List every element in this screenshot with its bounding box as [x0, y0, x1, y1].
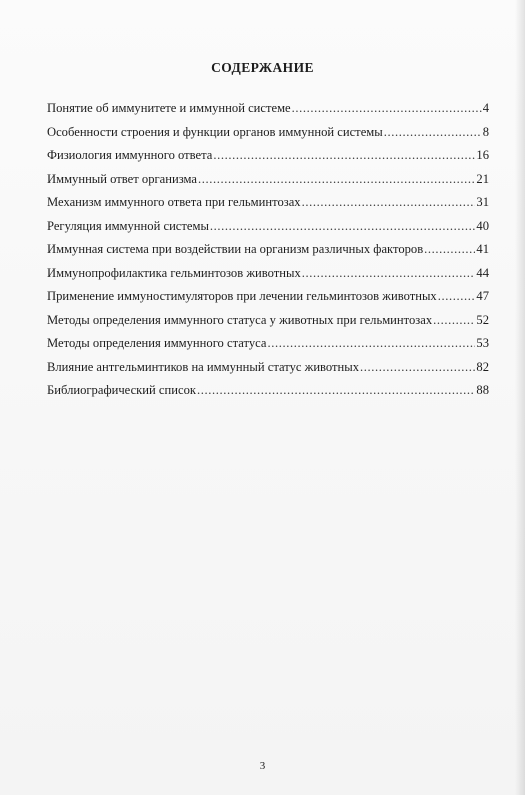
- toc-entry: [47, 360, 489, 384]
- toc-entry: [47, 125, 489, 149]
- dot-leader: [384, 125, 482, 140]
- toc-entry-title: Применение иммуностимуляторов при лечении гельминтозов животных: [47, 289, 437, 303]
- toc-heading: СОДЕРЖАНИЕ: [211, 60, 314, 75]
- dot-leader: [197, 383, 475, 398]
- toc-entry: [47, 383, 489, 407]
- toc-entry: [47, 219, 489, 243]
- toc-entry: [47, 242, 489, 266]
- toc-entry-page: 41: [476, 242, 489, 256]
- toc-entry-page: 31: [476, 195, 489, 209]
- toc-entry-title: Понятие об иммунитете и иммунной системе: [47, 101, 291, 115]
- toc-entry: [47, 172, 489, 196]
- toc-entry-title: Механизм иммунного ответа при гельминтозах: [47, 195, 301, 209]
- dot-leader: [302, 266, 476, 281]
- toc-entry-page: 47: [476, 289, 489, 303]
- toc-entry-title: Иммунопрофилактика гельминтозов животных: [47, 265, 301, 280]
- toc-entry-title: Методы определения иммунного статуса: [47, 336, 267, 350]
- toc-entry-page: 88: [476, 383, 489, 397]
- table-of-contents: [47, 101, 489, 407]
- dot-leader: [210, 219, 475, 234]
- toc-entry: [47, 313, 489, 337]
- toc-entry: [47, 148, 489, 172]
- dot-leader: [438, 289, 476, 304]
- dot-leader: [424, 242, 475, 257]
- page-number: 3: [259, 760, 266, 772]
- toc-entry-title: Иммунная система при воздействии на организм различных факторов: [47, 242, 424, 256]
- toc-entry-title: Влияние антгельминтиков на иммунный статус животных: [47, 359, 360, 374]
- dot-leader: [292, 101, 482, 116]
- toc-entry-page: 52: [476, 312, 489, 327]
- toc-entry-title: Библиографический список: [47, 383, 196, 397]
- toc-entry-title: Физиология иммунного ответа: [47, 148, 213, 162]
- toc-entry-page: 4: [482, 101, 489, 115]
- dot-leader: [302, 195, 476, 210]
- dot-leader: [433, 313, 475, 328]
- dot-leader: [198, 172, 475, 187]
- dot-leader: [360, 360, 475, 375]
- toc-entry: [47, 101, 489, 125]
- toc-entry-page: 82: [476, 359, 489, 374]
- toc-entry-title: Методы определения иммунного статуса у животных при гельминтозах: [47, 312, 433, 327]
- dot-leader: [213, 148, 475, 163]
- toc-entry-page: 8: [482, 124, 489, 139]
- toc-entry-page: 53: [476, 336, 489, 350]
- dot-leader: [268, 336, 476, 351]
- toc-entry: [47, 336, 489, 360]
- toc-entry-page: 21: [476, 171, 489, 186]
- toc-entry-title: Иммунный ответ организма: [47, 171, 198, 186]
- toc-entry-title: Регуляция иммунной системы: [47, 218, 209, 233]
- toc-entry: [47, 289, 489, 313]
- toc-entry: [47, 195, 489, 219]
- toc-entry-page: 40: [476, 218, 489, 233]
- toc-entry-page: 44: [476, 265, 489, 280]
- toc-entry-page: 16: [476, 148, 489, 162]
- page-edge-shadow: [515, 0, 525, 795]
- toc-entry: [47, 266, 489, 290]
- toc-entry-title: Особенности строения и функции органов иммунной системы: [47, 124, 383, 139]
